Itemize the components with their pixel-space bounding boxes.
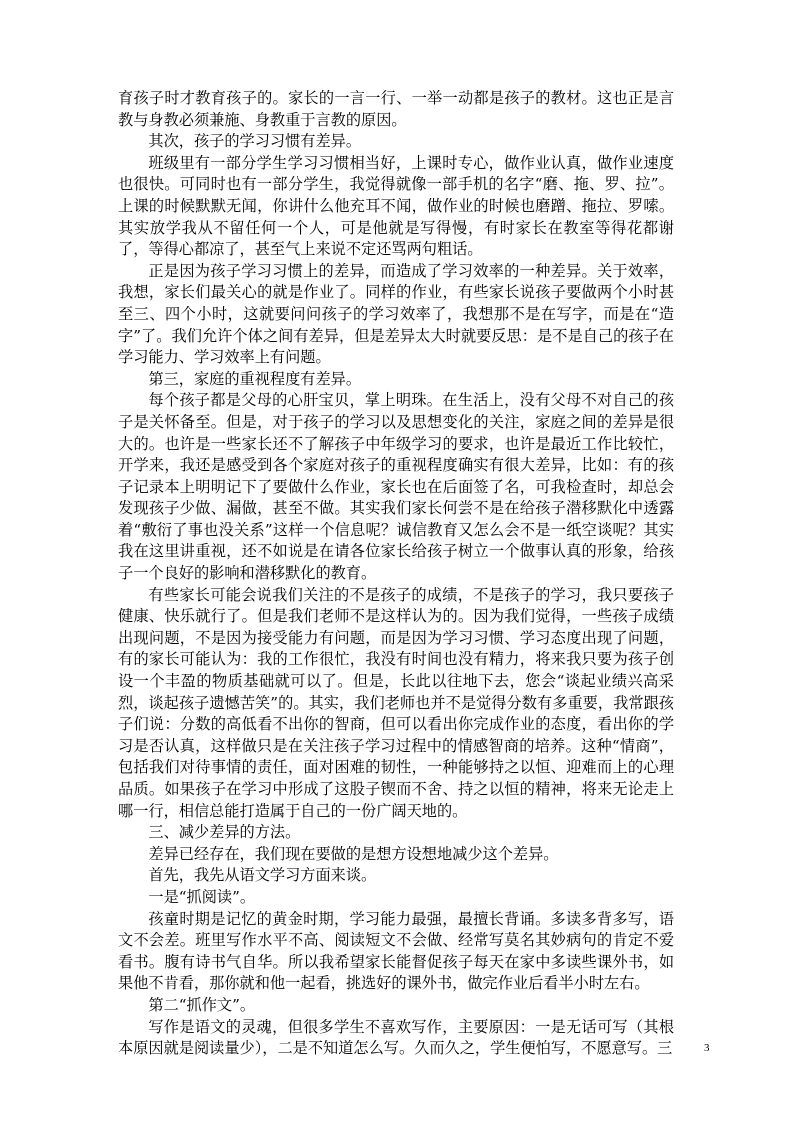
heading-reading: 一是“抓阅读”。 [148, 887, 256, 906]
page-number: 3 [704, 1042, 710, 1054]
paragraph-6: 每个孩子都是父母的心肝宝贝，掌上明珠。在生活上，没有父母不对自己的孩子是关怀备至。但是，对于孩子的学习以及思想变化的关注，家庭之间的差异是很大的。也许是一些家长还不了解孩子中年级学习的要求，也许是最近工作比较忙，开学来，我还是感受到各个家庭对孩子的重视程度确实有很大差异，比如：有的孩子记录本上明明记下了要做什么作业，家长也在后面签了名，可我检查时，却总会发现孩子少做、漏做，甚至不做。其实我们家长何尝不是在给孩子潜移默化中透露着“敷衍了事也没关系”这样一个信息呢？诚信教育又怎么会不是一纸空谈呢？其实我在这里讲重视，还不如说是在请各位家长给孩子树立一个做事认真的形象，给孩子一个良好的影响和潜移默化的教育。 [118, 391, 674, 583]
paragraph-10: 首先，我先从语文学习方面来谈。 [148, 866, 377, 885]
paragraph-1: 育孩子时才教育孩子的。家长的一言一行、一举一动都是孩子的教材。这也正是言教与身教必须兼施、身教重于言教的原因。 [118, 89, 674, 129]
paragraph-7: 有些家长可能会说我们关注的不是孩子的成绩，不是孩子的学习，我只要孩子健康、快乐就行了。但是我们老师不是这样认为的。因为我们觉得，一些孩子成绩出现问题，不是因为接受能力有问题，而是因为学习习惯、学习态度出现了问题，有的家长可能认为：我的工作很忙，我没有时间也没有精力，将来我只要为孩子创设一个丰盈的物质基础就可以了。但是，长此以往地下去，您会“谈起业绩兴高采烈，谈起孩子遗憾苦笑”的。其实，我们老师也并不是觉得分数有多重要，我常跟孩子们说：分数的高低看不出你的智商，但可以看出你完成作业的态度，看出你的学习是否认真，这样做只是在关注孩子学习过程中的情感智商的培养。这种“情商”，包括我们对待事情的责任，面对困难的韧性，一种能够持之以恒、迎难而上的心理品质。如果孩子在学习中形成了这股子锲而不舍、持之以恒的精神，将来无论走上哪一行，相信总能打造属于自己的一份广阔天地的。 [118, 585, 674, 820]
document-body [118, 88, 674, 1060]
paragraph-9: 差异已经存在，我们现在要做的是想方设想地减少这个差异。 [148, 844, 559, 863]
paragraph-3: 班级里有一部分学生学习习惯相当好，上课时专心，做作业认真，做作业速度也很快。可同时也有一部分学生，我觉得就像一部手机的名字“磨、拖、罗、拉”。上课的时候默默无闻，你讲什么他充耳不闻，做作业的时候也磨蹭、拖拉、罗嗦。其实放学我从不留任何一个人，可是他就是写得慢，有时家长在教室等得花都谢了，等得心都凉了，甚至气上来说不定还骂两句粗话。 [118, 153, 674, 259]
heading-family-attention: 第三，家庭的重视程度有差异。 [148, 369, 362, 388]
heading-habit-difference: 其次，孩子的学习习惯有差异。 [148, 132, 362, 151]
paragraph-12: 孩童时期是记忆的黄金时期，学习能力最强，最擅长背诵。多读多背多写，语文不会差。班里写作水平不高、阅读短文不会做、经常写莫名其妙病句的肯定不爱看书。腹有诗书气自华。所以我希望家长能督促孩子每天在家中多读些课外书，如果他不肯看，那你就和他一起看，挑选好的课外书，做完作业后看半小时左右。 [118, 909, 674, 993]
heading-reduce-difference: 三、减少差异的方法。 [148, 823, 301, 842]
heading-writing: 第二“抓作文”。 [148, 995, 256, 1014]
paragraph-4: 正是因为孩子学习习惯上的差异，而造成了学习效率的一种差异。关于效率，我想，家长们最关心的就是作业了。同样的作业，有些家长说孩子要做两个小时甚至三、四个小时，这就要问问孩子的学习效率了，我想那不是在写字，而是在“造字”了。我们允许个体之间有差异，但是差异太大时就要反思：是不是自己的孩子在学习能力、学习效率上有问题。 [118, 261, 674, 367]
paragraph-14: 写作是语文的灵魂，但很多学生不喜欢写作，主要原因：一是无话可写（其根本原因就是阅读量少），二是不知道怎么写。久而久之，学生便怕写，不愿意写。三 [118, 1017, 674, 1058]
